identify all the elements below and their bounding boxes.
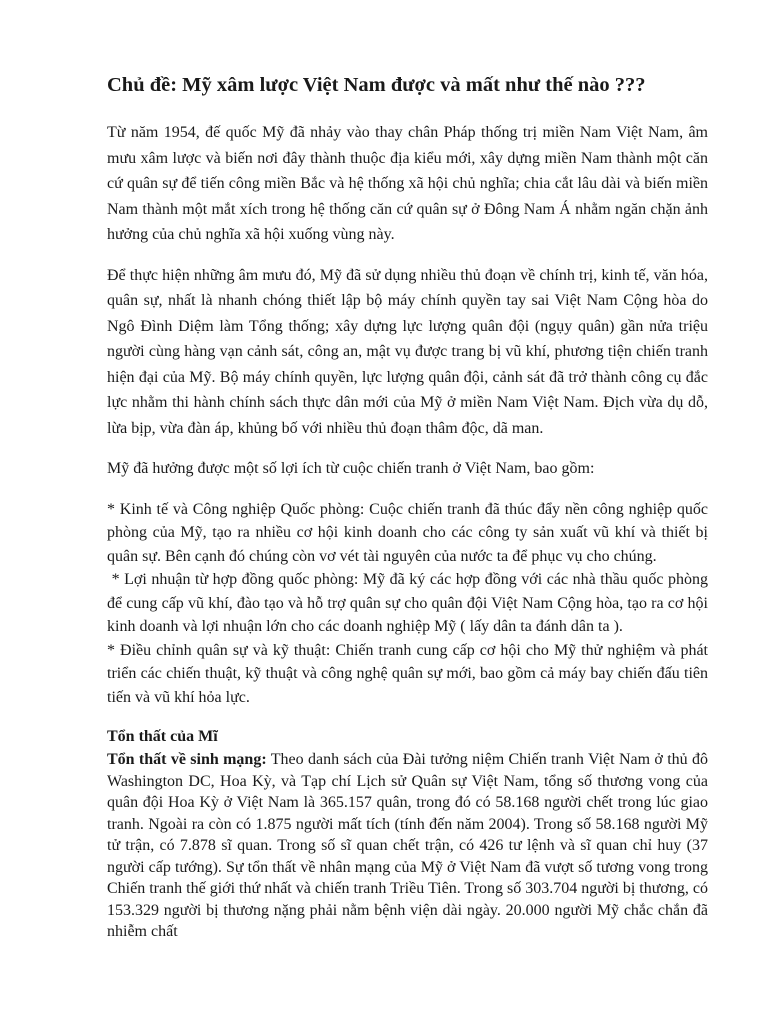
losses-heading: Tổn thất của Mĩ <box>107 728 218 745</box>
benefits-list <box>107 498 713 710</box>
intro-paragraph: Từ năm 1954, đế quốc Mỹ đã nhảy vào thay chân Pháp thống trị miền Nam Việt Nam, âm mưu xâm lược và biến nơi đây thành thuộc địa kiểu mới, xây dựng miền Nam thành một căn cứ quân sự để tiến công miền Bắc và hệ thống xã hội chủ nghĩa; chia cắt lâu dài và biến miền Nam thành một mắt xích trong hệ thống căn cứ quân sự ở Đông Nam Á nhằm ngăn chặn ảnh hưởng của chủ nghĩa xã hội xuống vùng này. <box>107 124 708 243</box>
benefit-item-contracts: * Lợi nhuận từ hợp đồng quốc phòng: Mỹ đã ký các hợp đồng với các nhà thầu quốc phòng để cung cấp vũ khí, đào tạo và hỗ trợ quân sự cho quân đội Việt Nam Cộng hòa, tạo ra cơ hội kinh doanh và lợi nhuận lớn cho các doanh nghiệp Mỹ ( lấy dân ta đánh dân ta ). <box>107 571 713 635</box>
benefit-item-economy: * Kinh tế và Công nghiệp Quốc phòng: Cuộc chiến tranh đã thúc đẩy nền công nghiệp quốc phòng của Mỹ, tạo ra nhiều cơ hội kinh doanh cho các công ty sản xuất vũ khí và thiết bị quân sự. Bên cạnh đó chúng còn vơ vét tài nguyên của nước ta để phục vụ cho chúng. <box>107 500 708 565</box>
losses-lead: Tổn thất về sinh mạng: <box>107 751 267 768</box>
losses-text: Theo danh sách của Đài tưởng niệm Chiến tranh Việt Nam ở thủ đô Washington DC, Hoa Kỳ, và Tạp chí Lịch sử Quân sự Việt Nam, tổng số thương vong của quân đội Hoa Kỳ ở Việt Nam là 365.157 quân, trong đó có 58.168 người chết trong lúc giao tranh. Ngoài ra còn có 1.875 người mất tích (tính đến năm 2004). Trong số 58.168 người Mỹ tử trận, có 7.878 sĩ quan. Trong số sĩ quan chết trận, có 426 tư lệnh và sĩ quan chỉ huy (37 người cấp tướng). Sự tổn thất về nhân mạng của Mỹ ở Việt Nam đã vượt số tương vong trong Chiến tranh thế giới thứ nhất và chiến tranh Triều Tiên. Trong số 303.704 người bị thương, có 153.329 người bị thương nặng phải nằm bệnh viện dài ngày. 20.000 người Mỹ chắc chắn đã nhiễm chất <box>107 751 709 940</box>
losses-paragraph <box>107 749 708 943</box>
page-title: Chủ đề: Mỹ xâm lược Việt Nam được và mất như thế nào ??? <box>107 74 646 96</box>
tactics-paragraph: Để thực hiện những âm mưu đó, Mỹ đã sử dụng nhiều thủ đoạn về chính trị, kinh tế, văn hóa, quân sự, nhất là nhanh chóng thiết lập bộ máy chính quyền tay sai Việt Nam Cộng hòa do Ngô Đình Diệm làm Tổng thống; xây dựng lực lượng quân đội (ngụy quân) gần nửa triệu người cùng hàng vạn cảnh sát, công an, mật vụ được trang bị vũ khí, phương tiện chiến tranh hiện đại của Mỹ. Bộ máy chính quyền, lực lượng quân đội, cảnh sát đã trở thành công cụ đắc lực nhằm thi hành chính sách thực dân mới của Mỹ ở miền Nam Việt Nam. Địch vừa dụ dỗ, lừa bịp, vừa đàn áp, khủng bố với nhiều thủ đoạn thâm độc, dã man. <box>107 266 708 437</box>
benefit-item-military: * Điều chỉnh quân sự và kỹ thuật: Chiến tranh cung cấp cơ hội cho Mỹ thử nghiệm và phát triển các chiến thuật, kỹ thuật và công nghệ quân sự mới, bao gồm cả máy bay chiến đấu tiên tiến và vũ khí hỏa lực. <box>107 641 708 706</box>
benefits-intro-paragraph: Mỹ đã hưởng được một số lợi ích từ cuộc chiến tranh ở Việt Nam, bao gồm: <box>107 460 595 477</box>
